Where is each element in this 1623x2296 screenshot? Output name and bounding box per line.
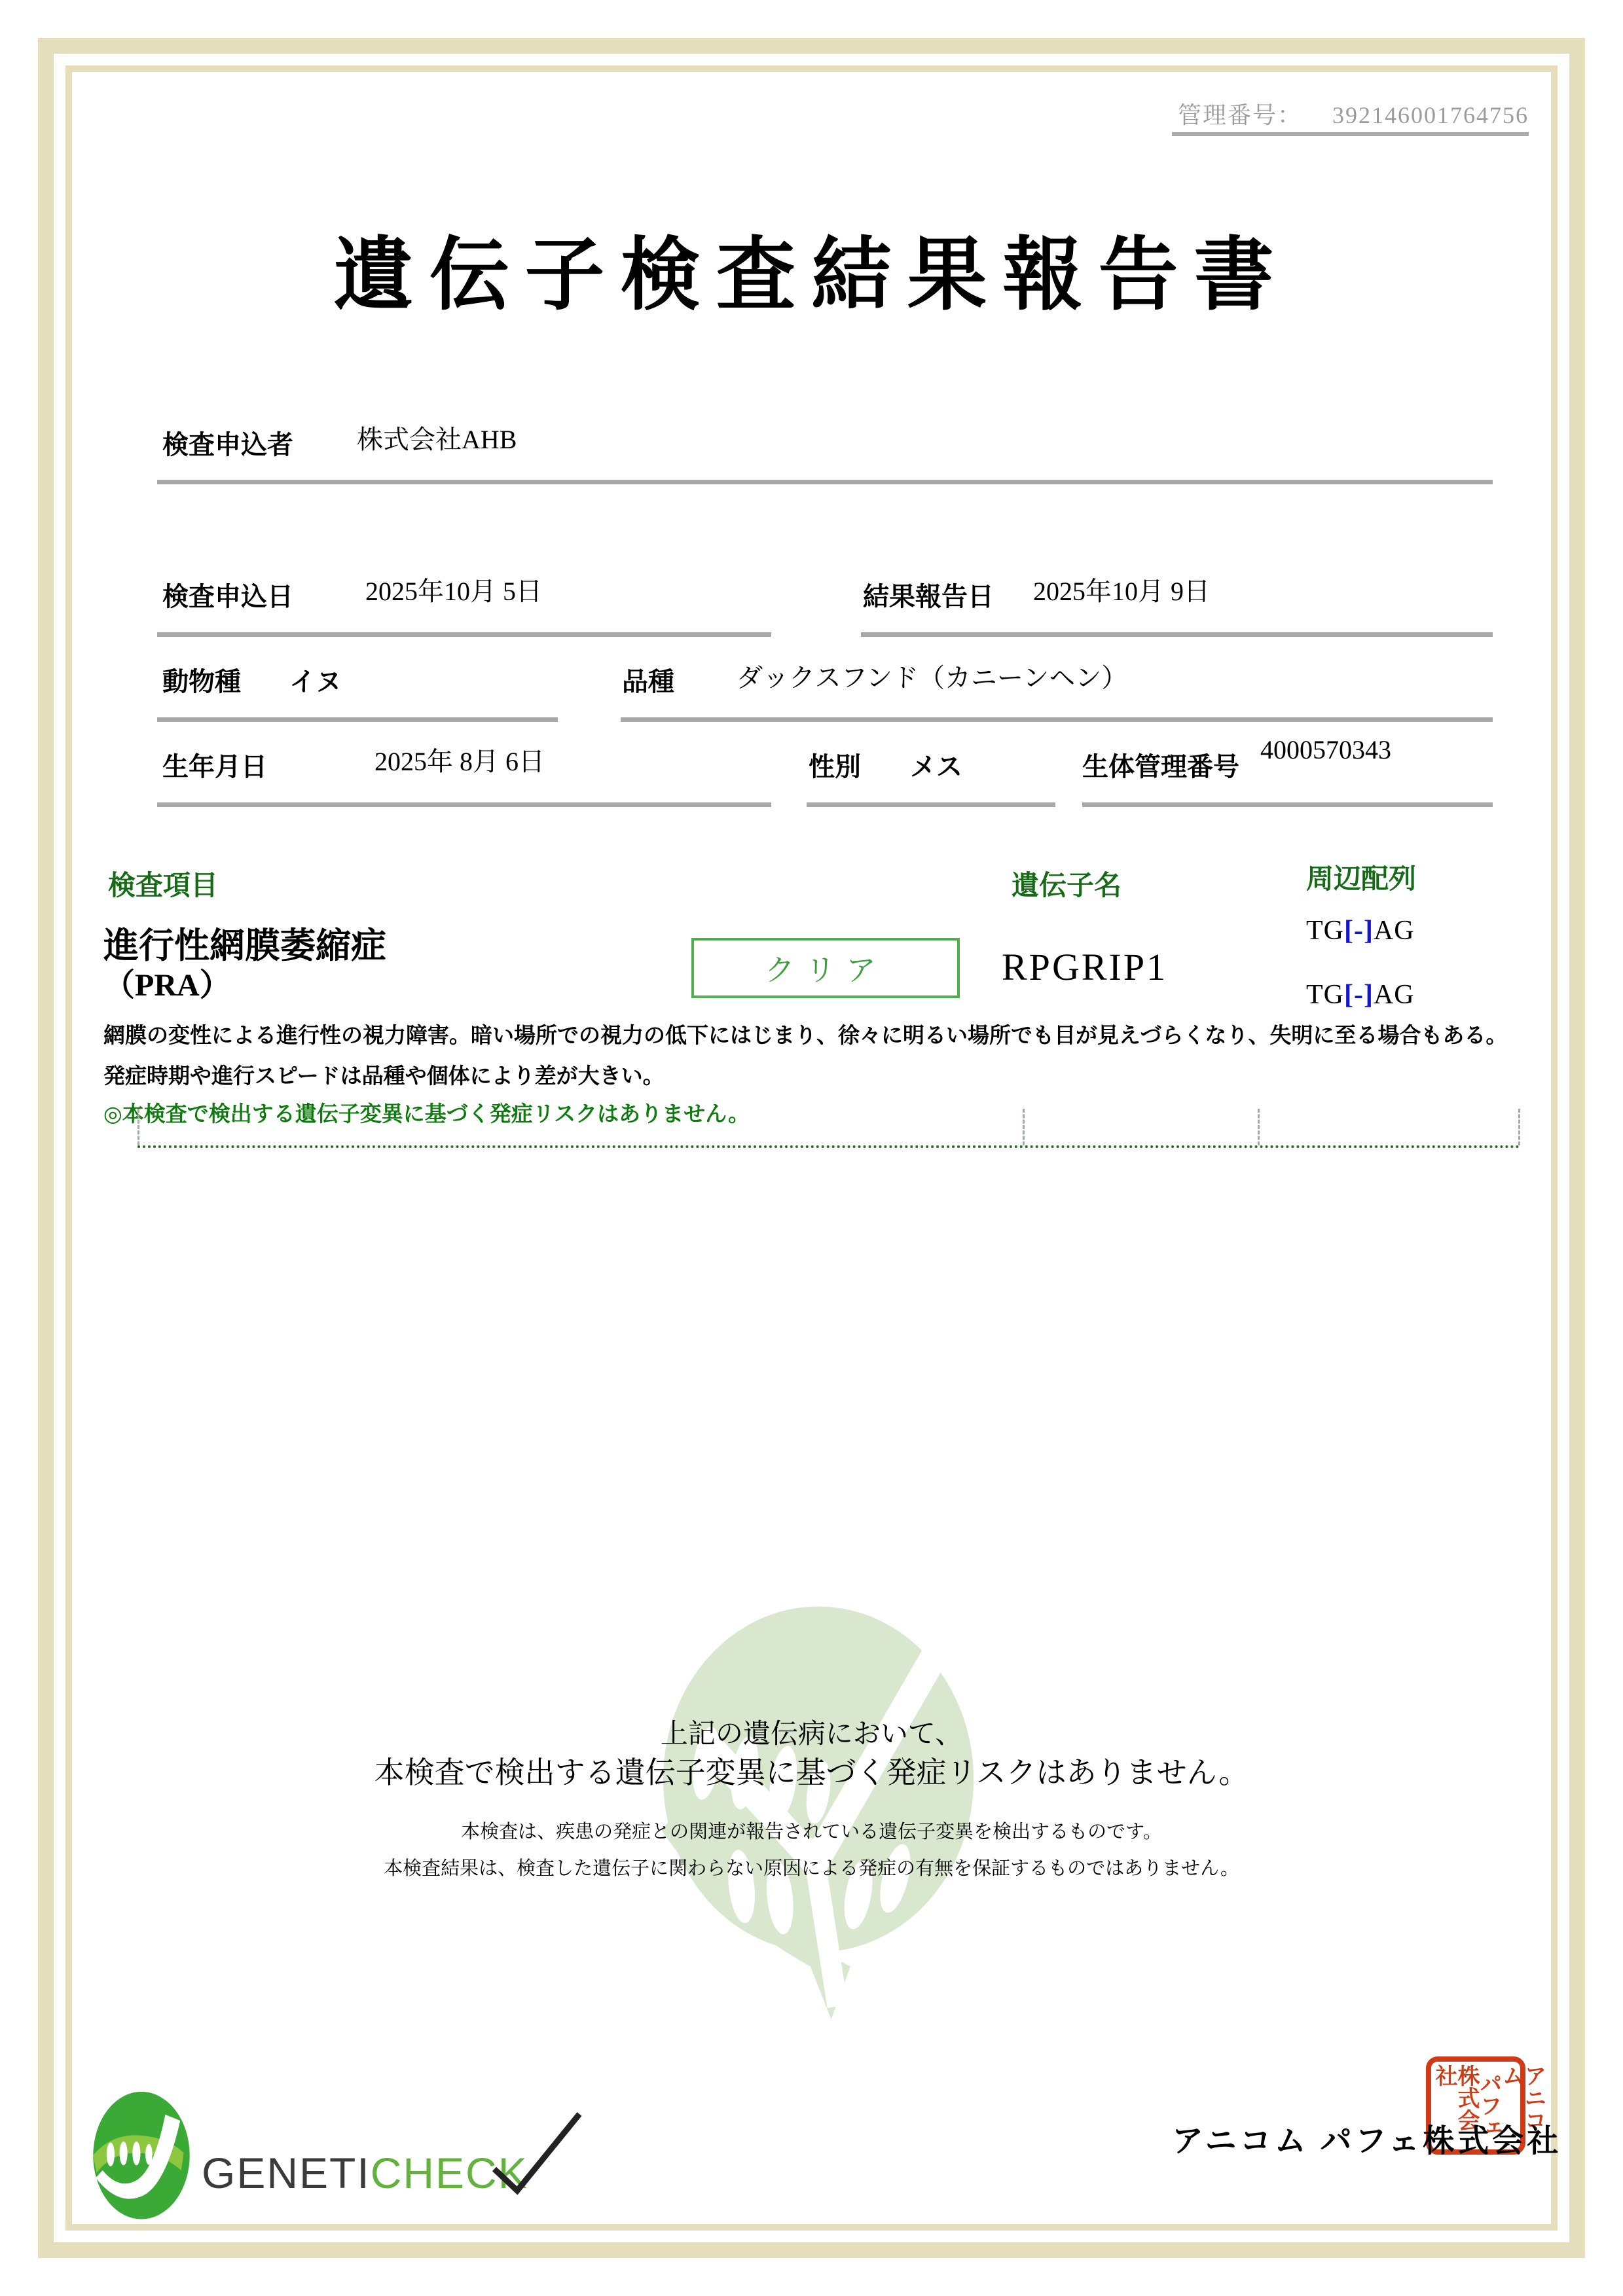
management-number-underline — [1172, 132, 1529, 136]
sequence-1 — [1306, 915, 1415, 946]
report-date-value: 2025年10月 9日 — [1033, 577, 1210, 606]
breed-value: ダックスフンド（カニーンヘン） — [737, 663, 1128, 692]
risk-note: ◎本検査で検出する遺伝子変異に基づく発症リスクはありません。 — [103, 1103, 750, 1126]
animal-id-value: 4000570343 — [1260, 735, 1391, 764]
test-item-label: 検査項目 — [108, 871, 219, 901]
applicant-underline — [157, 480, 1493, 484]
gene-label: 遺伝子名 — [1012, 871, 1122, 901]
sequence-2-variant: [-] — [1344, 980, 1374, 1010]
breed-underline — [621, 717, 1493, 722]
dashed-divider-1 — [137, 1109, 139, 1145]
description-line-1: 網膜の変性による進行性の視力障害。暗い場所での視力の低下にはじまり、徐々に明るい場所でも目が見えづらくなり、失明に至る場合もある。 — [103, 1024, 1508, 1048]
summary-note-2: 本検査結果は、検査した遺伝子に関わらない原因による発症の有無を保証するものではありません。 — [384, 1858, 1239, 1879]
brand-text-check: CHECK — [370, 2149, 528, 2197]
apply-date-underline — [157, 632, 771, 637]
sequence-2-pre: TG — [1306, 980, 1344, 1010]
species-label: 動物種 — [162, 667, 241, 696]
sex-value: メス — [910, 752, 962, 781]
apply-date-label: 検査申込日 — [162, 582, 293, 611]
page-title: 遺伝子検査結果報告書 — [333, 232, 1290, 320]
geneticheck-logo-icon — [92, 2089, 191, 2227]
disease-abbr: （PRA） — [103, 968, 231, 1003]
sequence-label: 周辺配列 — [1306, 865, 1417, 895]
dashed-table-border — [137, 1109, 1520, 1148]
dashed-divider-3 — [1258, 1109, 1260, 1145]
management-number-label: 管理番号： — [1177, 102, 1302, 128]
apply-date-value: 2025年10月 5日 — [365, 577, 542, 606]
seal-column-3: 株式会社 — [1432, 2064, 1478, 2131]
species-value: イヌ — [289, 667, 342, 696]
animal-id-underline — [1082, 802, 1493, 807]
summary-line-1: 上記の遺伝病において、 — [660, 1718, 963, 1749]
gene-name: RPGRIP1 — [1002, 946, 1168, 988]
sequence-2 — [1306, 979, 1415, 1011]
birth-underline — [157, 802, 771, 807]
sex-underline — [807, 802, 1055, 807]
summary-line-2: 本検査で検出する遺伝子変異に基づく発症リスクはありません。 — [374, 1755, 1249, 1789]
disease-name: 進行性網膜萎縮症 — [103, 926, 386, 965]
birth-value: 2025年 8月 6日 — [374, 747, 545, 776]
dashed-divider-2 — [1023, 1109, 1025, 1145]
sequence-1-pre: TG — [1306, 916, 1344, 946]
report-date-underline — [861, 632, 1493, 637]
result-value: クリア — [765, 954, 886, 987]
management-number-value: 392146001764756 — [1332, 102, 1529, 128]
summary-note-1: 本検査は、疾患の発症との関連が報告されている遺伝子変異を検出するものです。 — [461, 1821, 1162, 1842]
sequence-1-variant: [-] — [1344, 916, 1374, 946]
seal-column-1: アニコム — [1499, 2064, 1545, 2131]
birth-label: 生年月日 — [162, 752, 267, 781]
brand-checkmark-icon — [458, 2109, 589, 2207]
seal-column-2: パフェ — [1476, 2072, 1501, 2139]
company-name: アニコム パフェ株式会社 — [1172, 2124, 1562, 2159]
report-date-label: 結果報告日 — [863, 582, 994, 611]
description-line-2: 発症時期や進行スピードは品種や個体により差が大きい。 — [103, 1065, 665, 1088]
applicant-value: 株式会社AHB — [357, 425, 517, 454]
result-box — [691, 938, 960, 998]
animal-id-label: 生体管理番号 — [1082, 752, 1239, 781]
sequence-1-post: AG — [1373, 916, 1415, 946]
sequence-2-post: AG — [1373, 980, 1415, 1010]
applicant-label: 検査申込者 — [162, 430, 293, 459]
species-underline — [157, 717, 558, 722]
breed-label: 品種 — [622, 667, 674, 696]
brand-text-geneti: GENETI — [202, 2149, 371, 2197]
sex-label: 性別 — [809, 752, 861, 781]
watermark-logo-icon — [658, 1590, 979, 2022]
dashed-divider-4 — [1518, 1109, 1520, 1145]
management-number-line — [1172, 97, 1529, 130]
